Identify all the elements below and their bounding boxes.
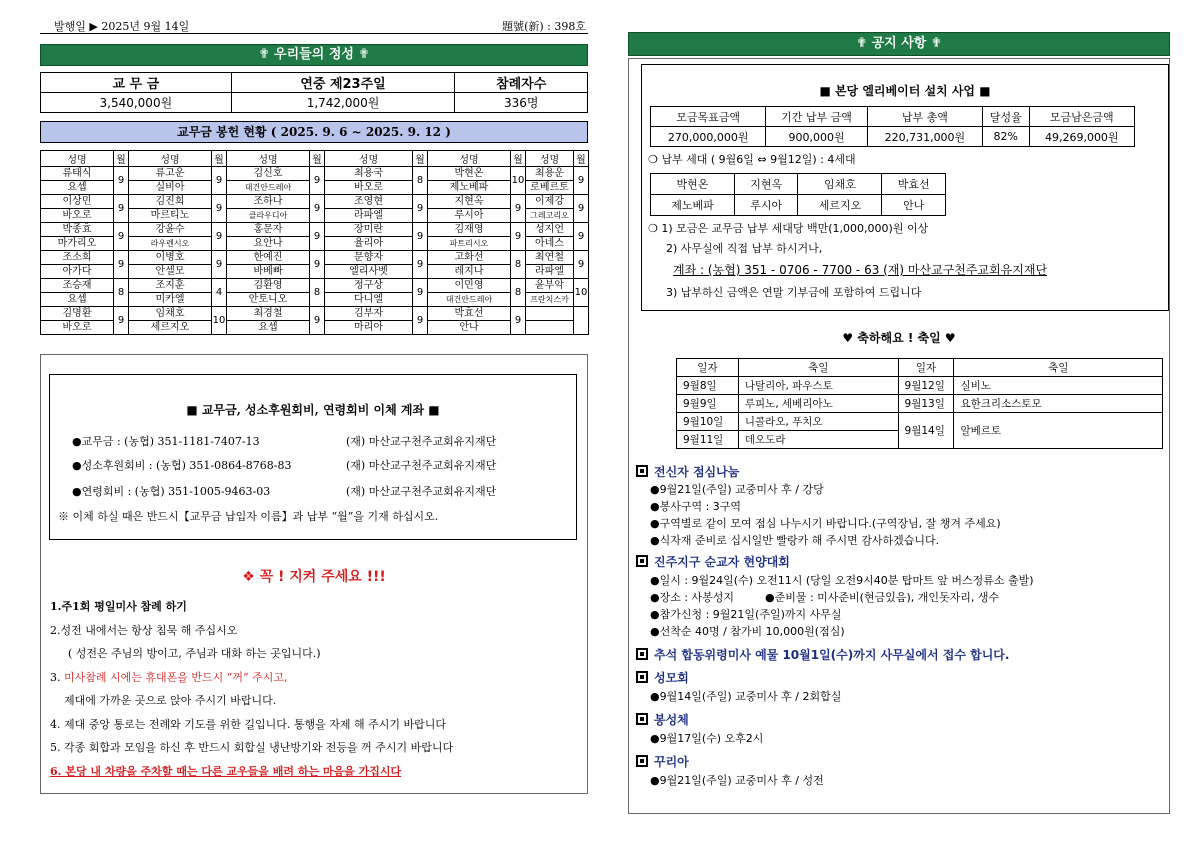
feast-saint: 데오도라	[738, 431, 898, 449]
donor-name: 박현온	[428, 167, 511, 181]
donation-header: 성명	[325, 151, 413, 167]
account-vocation-holder: (재) 마산교구천주교회유지재단	[346, 459, 497, 472]
feast-date: 9월13일	[898, 395, 954, 413]
feast-date: 9월10일	[677, 413, 739, 431]
square-bullet-icon	[636, 465, 648, 477]
elevator-line2: 2) 사무실에 직접 납부 하시거나,	[666, 242, 823, 255]
account-box	[49, 374, 577, 540]
account-note: ※ 이체 하실 때은 반드시【교무금 납입자 이름】과 납부 “월”을 기재 하십시오.	[58, 510, 439, 523]
donor-month: 9	[114, 223, 129, 251]
summary-header: 참례자수	[455, 73, 588, 93]
payer-saint: 제노베파	[651, 195, 735, 216]
donor-name: 고화선	[428, 251, 511, 265]
donor-name: 최용국	[325, 167, 413, 181]
donor-name: 조지훈	[129, 279, 212, 293]
summary-header: 교 무 금	[41, 73, 232, 93]
rule-item: ( 성전은 주님의 방이고, 주님과 대화 하는 곳입니다.)	[68, 647, 321, 660]
donor-month: 9	[310, 167, 325, 195]
list-item: ●구역별로 같이 모여 점심 나누시기 바랍니다.(구역장님, 잘 챙겨 주세요)	[650, 517, 1001, 530]
donor-saint-name: 안셀모	[129, 265, 212, 279]
donor-name: 조영현	[325, 195, 413, 209]
donor-name: 한예진	[227, 251, 310, 265]
donor-month: 9	[413, 251, 428, 279]
donor-saint-name: 미카엘	[129, 293, 212, 307]
donation-row	[41, 167, 589, 181]
donor-name: 최경철	[227, 307, 310, 321]
donor-saint-name: 마리아	[325, 321, 413, 335]
donation-header: 성명	[227, 151, 310, 167]
donor-saint-name	[526, 321, 574, 335]
square-bullet-icon	[636, 713, 648, 725]
funding-header: 모금목표금액	[651, 107, 766, 127]
donor-name: 조소희	[41, 251, 114, 265]
payer-name: 임채호	[798, 174, 882, 195]
donor-month: 9	[114, 251, 129, 279]
donor-name: 지현옥	[428, 195, 511, 209]
donor-name: 윤부악	[526, 279, 574, 293]
feast-date: 9월11일	[677, 431, 739, 449]
warning-heading: ❖ 꼭 ! 지켜 주세요 !!!	[242, 569, 386, 585]
feast-date: 9월8일	[677, 377, 739, 395]
donor-saint-name: 라파엘	[325, 209, 413, 223]
donor-month: 8	[114, 279, 129, 307]
notice-title-bar: ✟ 공지 사항 ✟	[628, 32, 1170, 56]
feast-saint: 루피노, 세베리아노	[738, 395, 898, 413]
donor-month: 9	[212, 167, 227, 195]
donation-title-bar: 교무금 봉헌 현황 ( 2025. 9. 6 ~ 2025. 9. 12 )	[40, 121, 588, 143]
section-title: 꾸리아	[654, 755, 689, 769]
donor-month: 9	[310, 251, 325, 279]
donor-name: 조승재	[41, 279, 114, 293]
account-funeral: ●연령회비 : (농협) 351-1005-9463-03	[72, 485, 271, 498]
summary-value: 336명	[455, 93, 588, 113]
donor-month: 9	[511, 307, 526, 335]
payment-period: ❍ 납부 세대 ( 9월6일 ⇔ 9월12일) : 4세대	[648, 153, 856, 166]
list-item: ●선착순 40명 / 참가비 10,000원(점심)	[650, 625, 845, 638]
donor-saint-name: 요셉	[41, 181, 114, 195]
funding-header: 달성율	[983, 107, 1029, 127]
feast-saint: 실비노	[954, 377, 1163, 395]
donation-table	[40, 150, 589, 335]
funding-header: 모금남은금액	[1029, 107, 1134, 127]
donor-month: 8	[310, 279, 325, 307]
donor-month: 8	[511, 251, 526, 279]
donor-name: 임채호	[129, 307, 212, 321]
rule-item: 4. 제대 중앙 통로는 전례와 기도를 위한 길입니다. 통행을 자제 해 주시기 바랍니다	[50, 717, 446, 731]
donor-name: 류고운	[129, 167, 212, 181]
rule-item: 1.주1회 평일미사 참례 하기	[50, 600, 187, 613]
rule-item: 6. 본당 내 차량을 주차할 때는 다른 교우들을 배려 하는 마음을 가집시다	[50, 764, 402, 778]
list-item: ●일시 : 9월24일(수) 오전11시 (당일 오전9시40분 탑마트 앞 버스정류소 출발)	[650, 574, 1034, 587]
donor-name: 최연철	[526, 251, 574, 265]
donor-month: 9	[574, 223, 589, 251]
payer-saint: 안나	[882, 195, 946, 216]
section-lunch	[636, 463, 739, 480]
elevator-account: 계좌 : (농협) 351 - 0706 - 7700 - 63 (재) 마산교구천주교회유지재단	[673, 263, 1048, 277]
donation-header: 월	[574, 151, 589, 167]
donation-header: 월	[310, 151, 325, 167]
issue-date: 발행일 ▶ 2025년 9월 14일	[54, 20, 190, 33]
donor-month: 8	[511, 279, 526, 307]
donor-name: 류태식	[41, 167, 114, 181]
donor-name: 이제강	[526, 195, 574, 209]
issue-number: 題號(新) : 398호	[502, 20, 586, 33]
donor-month: 9	[413, 279, 428, 307]
donor-month: 8	[413, 167, 428, 195]
donor-saint-name: 파트리시오	[428, 237, 511, 251]
issue-header	[40, 16, 588, 34]
donor-name: 박종효	[41, 223, 114, 237]
feast-header: 축일	[954, 359, 1163, 377]
summary-value: 3,540,000원	[41, 93, 232, 113]
donation-header: 월	[511, 151, 526, 167]
section-chuseok-mass	[636, 646, 1009, 663]
donation-row	[41, 195, 589, 209]
feast-header: 일자	[898, 359, 954, 377]
account-vocation: ●성소후원회비 : (농협) 351-0864-8768-83	[72, 459, 292, 472]
donor-saint-name: 클라우디아	[227, 209, 310, 223]
donor-name: 김명환	[41, 307, 114, 321]
donor-saint-name: 안나	[428, 321, 511, 335]
donor-saint-name: 라파엘	[526, 265, 574, 279]
payer-name: 박효선	[882, 174, 946, 195]
donor-saint-name: 요안나	[227, 237, 310, 251]
donor-month: 9	[574, 195, 589, 223]
donation-header: 성명	[129, 151, 212, 167]
feast-saint: 요한크리소스토모	[954, 395, 1163, 413]
donor-name: 정구상	[325, 279, 413, 293]
rule-item: 2.성전 내에서는 항상 침묵 해 주십시오	[50, 623, 238, 637]
donor-saint-name: 바오로	[325, 181, 413, 195]
donor-saint-name: 대건안드레아	[227, 181, 310, 195]
donor-saint-name: 엘리사벳	[325, 265, 413, 279]
list-item: ●장소 : 사봉성지	[650, 591, 735, 604]
donor-name: 이민영	[428, 279, 511, 293]
donation-row	[41, 307, 589, 321]
feast-title: ♥ 축하해요 ! 축일 ♥	[842, 331, 956, 345]
donor-month: 9	[413, 223, 428, 251]
offering-summary-table	[40, 72, 588, 113]
donor-saint-name: 레지나	[428, 265, 511, 279]
rules-list	[50, 598, 585, 786]
funding-value: 220,731,000원	[867, 127, 982, 147]
donor-saint-name: 로베르토	[526, 181, 574, 195]
funding-value: 49,269,000원	[1029, 127, 1134, 147]
elevator-title: ■ 본당 엘리베이터 설치 사업 ■	[819, 84, 991, 98]
payer-table	[650, 173, 946, 216]
elevator-line1: ❍ 1) 모금은 교무금 납부 세대당 백만(1,000,000)원 이상	[648, 222, 929, 235]
donor-name: 조하나	[227, 195, 310, 209]
square-bullet-icon	[636, 555, 648, 567]
donor-name: 강윤수	[129, 223, 212, 237]
donor-month: 9	[114, 195, 129, 223]
donor-saint-name: 프란치스카	[526, 293, 574, 307]
donation-header: 성명	[41, 151, 114, 167]
list-item: ●봉사구역 : 3구역	[650, 500, 742, 513]
donor-saint-name: 바베빠	[227, 265, 310, 279]
feast-saint: 알베르토	[954, 413, 1163, 449]
funding-value: 82%	[983, 127, 1029, 147]
donor-month: 9	[511, 223, 526, 251]
donor-name: 김신호	[227, 167, 310, 181]
payer-saint: 루시아	[735, 195, 798, 216]
account-title: ■ 교무금, 성소후원회비, 연령회비 이체 계좌 ■	[186, 403, 440, 417]
offering-title-bar: ✟ 우리들의 정성 ✟	[40, 44, 588, 66]
donation-row	[41, 223, 589, 237]
section-home-communion	[636, 711, 689, 728]
feast-saint: 나탈리아, 파우스토	[738, 377, 898, 395]
rule-item: 5. 각종 회합과 모임을 하신 후 반드시 회합실 냉난방기와 전등을 꺼 주시기 바랍니다	[50, 741, 454, 754]
section-curia	[636, 753, 689, 770]
donor-saint-name: 요셉	[227, 321, 310, 335]
funding-header: 기간 납부 금액	[766, 107, 867, 127]
donor-month: 9	[310, 223, 325, 251]
rule-item: 3. 미사참례 시에는 휴대폰을 반드시 “꺼” 주시고,	[50, 670, 288, 684]
section-mothers-group	[636, 669, 689, 686]
donor-month: 9	[212, 251, 227, 279]
donor-month: 9	[574, 167, 589, 195]
donor-name: 김환영	[227, 279, 310, 293]
section-title: 추석 합동위령미사 예물 10월1일(수)까지 사무실에서 접수 합니다.	[654, 648, 1010, 662]
summary-header: 연중 제23주일	[231, 73, 455, 93]
list-item: ●준비물 : 미사준비(현금있음), 개인돗자리, 생수	[765, 591, 1000, 604]
feast-header: 일자	[677, 359, 739, 377]
donor-name: 박효선	[428, 307, 511, 321]
donor-month: 9	[413, 195, 428, 223]
rule-highlight: 미사참례 시에는 휴대폰을 반드시 “꺼” 주시고,	[64, 670, 288, 684]
donor-month: 9	[212, 223, 227, 251]
feast-date: 9월9일	[677, 395, 739, 413]
donor-saint-name: 다니엘	[325, 293, 413, 307]
payer-saint: 세르지오	[798, 195, 882, 216]
donor-month: 9	[310, 307, 325, 335]
donor-saint-name: 아가다	[41, 265, 114, 279]
donor-name: 김재영	[428, 223, 511, 237]
donor-name	[526, 307, 574, 321]
section-martyr-rally	[636, 553, 790, 570]
donor-month: 10	[574, 279, 589, 307]
funding-header: 납부 총액	[867, 107, 982, 127]
donor-month: 9	[574, 251, 589, 279]
donor-saint-name: 마가리오	[41, 237, 114, 251]
donor-saint-name: 라우렌시오	[129, 237, 212, 251]
section-title: 봉성체	[654, 713, 689, 727]
donor-name: 김진희	[129, 195, 212, 209]
donor-saint-name: 마르티노	[129, 209, 212, 223]
donor-month: 9	[212, 195, 227, 223]
account-offering-holder: (재) 마산교구천주교회유지재단	[346, 435, 497, 448]
funding-value: 900,000원	[766, 127, 867, 147]
donor-name: 홍문자	[227, 223, 310, 237]
donor-saint-name: 아네스	[526, 237, 574, 251]
account-offering: ●교무금 : (농협) 351-1181-7407-13	[72, 435, 260, 448]
donor-saint-name: 루시아	[428, 209, 511, 223]
list-item: ●9월17일(수) 오후2시	[650, 732, 764, 745]
section-title: 진주지구 순교자 현양대회	[654, 555, 790, 569]
donor-saint-name: 바오로	[41, 209, 114, 223]
elevator-funding-table	[650, 106, 1135, 147]
feast-table	[676, 358, 1163, 449]
elevator-line3: 3) 납부하신 금액은 연말 기부금에 포함하여 드립니다	[666, 286, 922, 299]
donation-header: 성명	[526, 151, 574, 167]
donation-header: 월	[212, 151, 227, 167]
feast-date: 9월14일	[898, 413, 954, 449]
donor-name: 성지언	[526, 223, 574, 237]
donor-saint-name: 그레고리오	[526, 209, 574, 223]
donor-month: 10	[212, 307, 227, 335]
donor-name: 이상민	[41, 195, 114, 209]
feast-header: 축일	[738, 359, 898, 377]
donor-month: 9	[310, 195, 325, 223]
donor-saint-name: 안토니오	[227, 293, 310, 307]
donor-saint-name: 바오로	[41, 321, 114, 335]
feast-date: 9월12일	[898, 377, 954, 395]
donor-saint-name: 대건안드레아	[428, 293, 511, 307]
account-funeral-holder: (재) 마산교구천주교회유지재단	[346, 485, 497, 498]
donor-month: 9	[114, 307, 129, 335]
donation-header: 성명	[428, 151, 511, 167]
donor-month	[574, 307, 589, 335]
donor-month: 4	[212, 279, 227, 307]
donation-row	[41, 251, 589, 265]
square-bullet-icon	[636, 648, 648, 660]
list-item: ●9월14일(주일) 교중미사 후 / 2회합실	[650, 690, 842, 703]
donor-saint-name: 실비아	[129, 181, 212, 195]
donation-header: 월	[413, 151, 428, 167]
donor-month: 10	[511, 167, 526, 195]
list-item: ●9월21일(주일) 교중미사 후 / 성전	[650, 774, 824, 787]
donor-saint-name: 제노베파	[428, 181, 511, 195]
square-bullet-icon	[636, 671, 648, 683]
feast-saint: 니콜라오, 푸치오	[738, 413, 898, 431]
donor-month: 9	[114, 167, 129, 195]
donor-name: 최용운	[526, 167, 574, 181]
section-title: 성모회	[654, 671, 689, 685]
donor-month: 9	[413, 307, 428, 335]
donor-name: 이병호	[129, 251, 212, 265]
payer-name: 지현옥	[735, 174, 798, 195]
list-item: ●식자재 준비로 십시일반 빨랑카 해 주시면 감사하겠습니다.	[650, 534, 940, 547]
donor-name: 김부자	[325, 307, 413, 321]
donor-saint-name: 요셉	[41, 293, 114, 307]
square-bullet-icon	[636, 755, 648, 767]
donor-saint-name: 율리아	[325, 237, 413, 251]
payer-name: 박현온	[651, 174, 735, 195]
donor-name: 문향자	[325, 251, 413, 265]
list-item: ●9월21일(주일) 교중미사 후 / 강당	[650, 483, 824, 496]
donor-month: 9	[511, 195, 526, 223]
section-title: 전신자 점심나눔	[654, 465, 740, 479]
list-item: ●참가신청 : 9월21일(주일)까지 사무실	[650, 608, 842, 621]
summary-value: 1,742,000원	[231, 93, 455, 113]
donation-row	[41, 279, 589, 293]
donor-saint-name: 세르지오	[129, 321, 212, 335]
funding-value: 270,000,000원	[651, 127, 766, 147]
donation-header: 월	[114, 151, 129, 167]
rule-item: 제대에 가까운 곳으로 앉아 주시기 바랍니다.	[64, 694, 277, 707]
donor-name: 장미란	[325, 223, 413, 237]
